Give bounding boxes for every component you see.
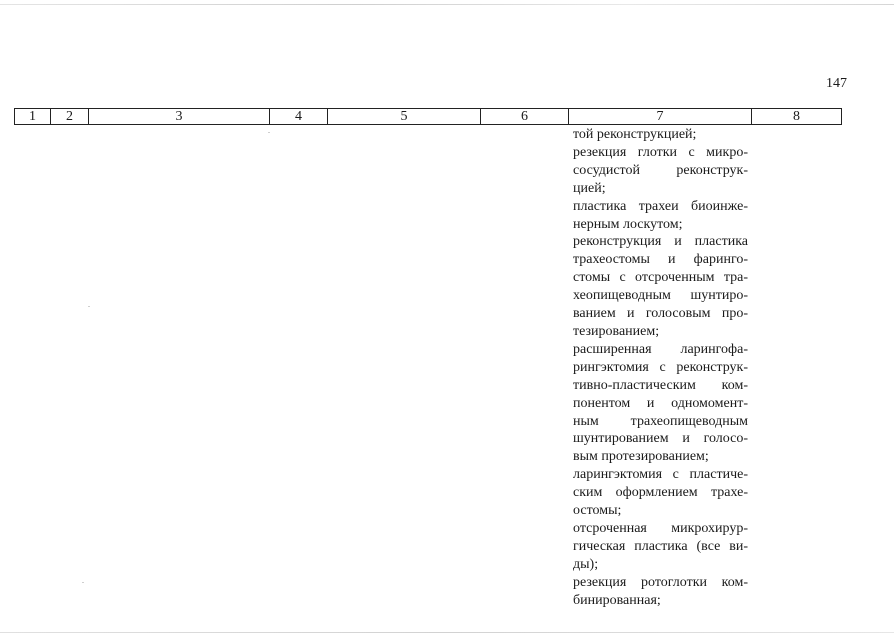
column-7-text — [573, 126, 748, 609]
column-7-line: тезированием; — [573, 323, 660, 339]
page-number: 147 — [826, 76, 847, 91]
column-7-line: пластика трахеи биоинже- — [573, 198, 748, 214]
header-col-2: 2 — [51, 109, 89, 124]
column-7-line: трахеостомы и фаринго- — [573, 252, 748, 268]
column-7-line: остомы; — [573, 503, 622, 519]
column-7-line: шунтированием и голосо- — [573, 431, 748, 447]
scan-speck — [88, 306, 90, 307]
column-7-line: отсроченная микрохирур- — [573, 520, 748, 536]
column-7-line: ским оформлением трахе- — [573, 485, 748, 501]
header-col-1: 1 — [15, 109, 51, 124]
header-col-7: 7 — [569, 109, 752, 124]
column-7-line: расширенная ларингофа- — [573, 341, 748, 357]
scan-speck — [268, 132, 270, 133]
header-col-5: 5 — [328, 109, 481, 124]
column-7-line: стомы с отсроченным тра- — [573, 270, 748, 286]
column-7-line: нерным лоскутом; — [573, 216, 683, 232]
table-header-row — [14, 108, 842, 125]
column-7-line: тивно-пластическим ком- — [573, 377, 748, 393]
scan-edge-top — [0, 4, 894, 5]
column-7-line: гическая пластика (все ви- — [573, 538, 748, 554]
header-col-4: 4 — [270, 109, 328, 124]
column-7-line: той реконструкцией; — [573, 127, 697, 142]
header-col-3: 3 — [89, 109, 270, 124]
column-7-line: ды); — [573, 556, 599, 572]
column-7-line: ванием и голосовым про- — [573, 306, 748, 322]
header-col-6: 6 — [481, 109, 569, 124]
column-7-line: сосудистой реконструк- — [573, 162, 748, 178]
scan-speck — [82, 582, 84, 583]
column-7-line: ларингэктомия с пластиче- — [573, 467, 748, 483]
column-7-line: бинированная; — [573, 592, 661, 608]
column-7-line: реконструкция и пластика — [573, 234, 748, 250]
header-col-8: 8 — [793, 109, 800, 124]
column-7-line: вым протезированием; — [573, 449, 709, 465]
column-7-line: резекция глотки с микро- — [573, 144, 748, 160]
column-7-line: ным трахеопищеводным — [573, 413, 748, 429]
column-7-line: рингэктомия с реконструк- — [573, 359, 748, 375]
column-7-line: цией; — [573, 180, 606, 196]
column-7-line: резекция ротоглотки ком- — [573, 574, 748, 590]
column-7-line: хеопищеводным шунтиро- — [573, 288, 748, 304]
scan-edge-bottom — [0, 632, 894, 633]
column-7-line: понентом и одномомент- — [573, 395, 748, 411]
